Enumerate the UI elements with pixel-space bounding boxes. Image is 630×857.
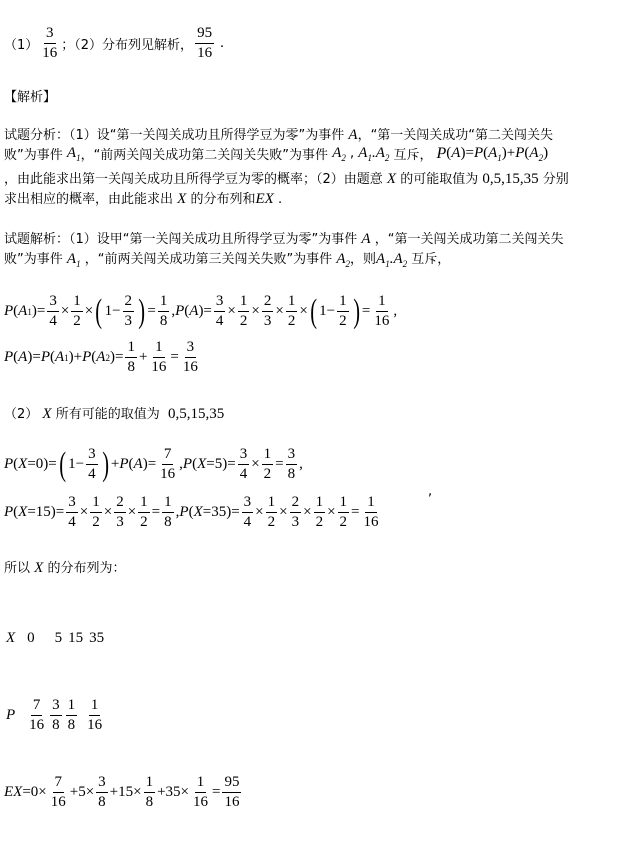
part2-intro: （2） X 所有可能的取值为 0,5,15,35 — [4, 406, 225, 422]
solution-line-1: 试题解析：（1）设甲“第一关闯关成功且所得学豆为零”为事件 A ，“第一关闯关成功第二关闯关失 — [4, 231, 564, 247]
table-p-value: 7 16 — [29, 697, 45, 733]
answer-fraction-1: 3 16 — [42, 25, 58, 61]
table-p-value: 3 8 — [52, 697, 60, 733]
analysis-line-3: ，由此能求出第一关闯关成功且所得学豆为零的概率；（2）由题意 X 的可能取值为 0,5,15,35 分别 — [4, 171, 569, 187]
table-p-label: P — [6, 707, 16, 723]
answer-end: . — [220, 35, 224, 51]
analysis-line-1: 试题分析：（1）设“第一关闯关成功且所得学豆为零”为事件 A，“第一关闯关成功“第二关闯关失 — [4, 127, 554, 143]
table-x-value: 5 — [54, 630, 63, 646]
solution-line-2: 败”为事件 $A_1$ ，“前两关闯关成功第三关闯关失败”为事件 $A_2$，则$A_1.A_2$ 互斥， — [4, 251, 451, 269]
answer-mid: ；（2）分布列见解析， — [61, 38, 194, 53]
table-x-value: 15 — [68, 630, 84, 646]
section-title: 【解析】 — [4, 90, 57, 105]
equation-expectation: EX =0× 7 16 +5× 3 8 +15× 1 8 +35× 1 16 = 95 16 — [4, 774, 240, 810]
table-p-value: 1 16 — [87, 697, 103, 733]
answer-line — [4, 26, 224, 61]
equation-p-x15-x35: P ( X =15)= 3 4 × 1 2 × 2 3 × 1 2 = 1 8 , P ( X =35)= 3 4 × 1 2 × 2 3 × 1 2 × 1 2 = 1 16 — [4, 494, 379, 530]
equation-p-a1: P ( A 1 )= 3 4 × 1 2 × ( 1− 2 3 ) = 1 8 , P ( A )= 3 4 × 1 2 × 2 3 × 1 2 × ( 1− 1 2 ) = 1 16 , — [4, 292, 398, 330]
table-row-p — [6, 698, 106, 733]
table-x-value: 35 — [89, 630, 105, 646]
analysis-line-2: 败”为事件 $A_1$ ，“前两关闯关成功第二关闯关失败”为事件 $A_2$ , $A_1.A_2$ 互斥， P ( A )= P ( $A_1$ )+ P ( $A_2$ ) — [4, 144, 549, 163]
equation-p-a: P ( A )= P ( A 1 )+ P ( A 2 )= 1 8 + 1 16 = 3 16 — [4, 339, 198, 375]
trailing-comma: , — [428, 484, 433, 499]
distribution-intro: 所以 X 的分布列为： — [4, 560, 126, 576]
table-p-value: 1 8 — [67, 697, 76, 733]
table-x-label: X — [6, 630, 16, 646]
answer-fraction-2: 95 16 — [197, 25, 213, 61]
analysis-line-4: 求出相应的概率，由此能求出 X 的分布列和EX . — [4, 191, 283, 207]
table-row-x — [6, 630, 104, 647]
equation-p-x0-x5: P ( X =0)= ( 1− 3 4 ) + P ( A )= 7 16 , P ( X =5)= 3 4 × 1 2 = 3 8 , — [4, 445, 303, 483]
answer-part1: （1） — [4, 38, 39, 53]
table-x-value: 0 — [27, 630, 35, 646]
